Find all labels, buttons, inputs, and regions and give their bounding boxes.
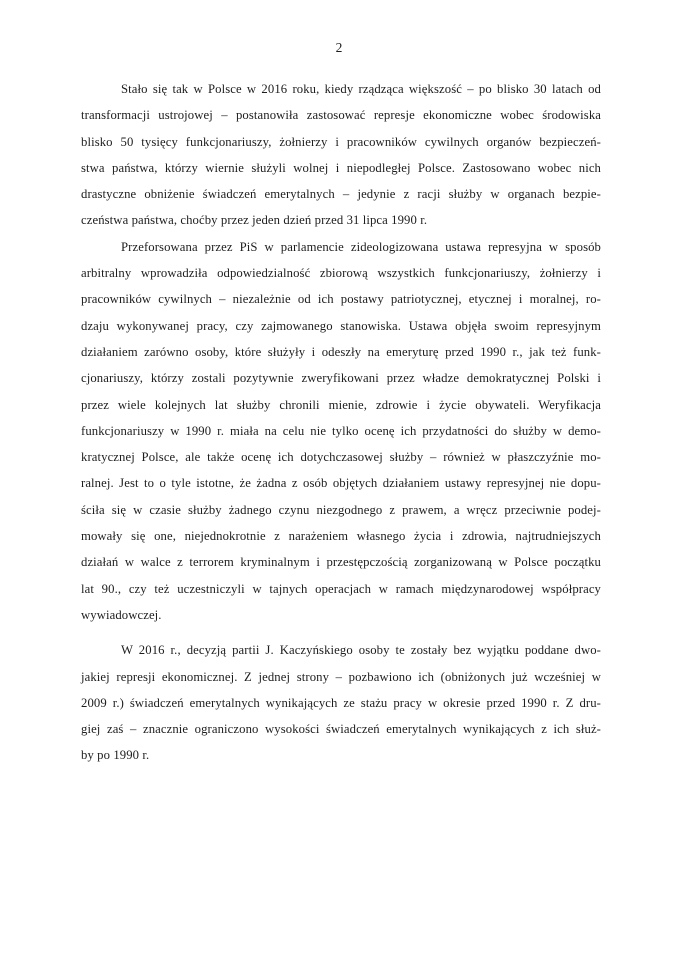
- text-line: jakiej represji ekonomicznej. Z jednej strony – pozbawiono ich (obniżonych już wcześniej w: [81, 669, 601, 684]
- text-line: ściła się w czasie służby żadnego czynu niezgodnego z prawem, a wręcz przeciwnie podej-: [81, 502, 601, 517]
- text-line: stwa państwa, którzy wiernie służyli wolnej i niepodległej Polsce. Zastosowano wobec nich: [81, 160, 601, 175]
- text-line: Przeforsowana przez PiS w parlamencie zideologizowana ustawa represyjna w sposób: [121, 239, 601, 254]
- text-line: drastyczne obniżenie świadczeń emerytalnych – jedynie z racji służby w organach bezpie-: [81, 187, 601, 202]
- text-line: mowały się one, niejednokrotnie z narażeniem własnego życia i zdrowia, najtrudniejszych: [81, 529, 601, 544]
- text-line: transformacji ustrojowej – postanowiła zastosować represje ekonomiczne wobec środowiska: [81, 108, 601, 123]
- text-line: działaniem zarówno osoby, które służyły i odeszły na emeryturę przed 1990 r., jak też funk-: [81, 344, 601, 359]
- text-line: arbitralny wprowadziła odpowiedzialność zbiorową wszystkich funkcjonariuszy, żołnierzy i: [81, 266, 601, 281]
- text-line: Stało się tak w Polsce w 2016 roku, kiedy rządząca większość – po blisko 30 latach od: [121, 82, 601, 96]
- text-line: przez wiele kolejnych lat służby chronili mienie, zdrowie i życie obywateli. Weryfikacja: [81, 397, 601, 412]
- text-line: dzaju wykonywanej pracy, czy zajmowanego stanowiska. Ustawa objęła swoim represyjnym: [81, 318, 601, 333]
- text-line: kratycznej Polsce, ale także ocenę ich dotychczasowej służby – również w płaszczyźnie mo-: [81, 450, 601, 465]
- paragraph-3: [81, 637, 601, 768]
- text-line: 2009 r.) świadczeń emerytalnych wynikających ze stażu pracy w okresie przed 1990 r. Z dru-: [81, 695, 601, 710]
- text-line: pracowników cywilnych – niezależnie od ich postawy patriotycznej, etycznej i moralnej, ro-: [81, 292, 601, 307]
- document-body: [81, 76, 601, 769]
- text-line: cjonariuszy, którzy zostali pozytywnie zweryfikowani przez władze demokratycznej Polski i: [81, 371, 601, 386]
- text-line: by po 1990 r.: [81, 748, 150, 763]
- page-number: 2: [335, 40, 343, 55]
- text-line: czeństwa państwa, choćby przez jeden dzień przed 31 lipca 1990 r.: [81, 213, 428, 228]
- text-line: W 2016 r., decyzją partii J. Kaczyńskiego osoby te zostały bez wyjątku poddane dwo-: [121, 643, 601, 658]
- text-line: ralnej. Jest to o tyle istotne, że żadna z osób objętych działaniem ustawy represyjnej nie dopu-: [81, 476, 601, 491]
- text-line: giej zaś – znacznie ograniczono wysokości świadczeń emerytalnych wynikających z ich służ-: [81, 722, 601, 737]
- text-line: działań w walce z terrorem kryminalnym i przestępczością zorganizowaną w Polsce początku: [81, 555, 601, 570]
- paragraph-1: [81, 76, 601, 234]
- text-line: lat 90., czy też uczestniczyli w tajnych operacjach w ramach międzynarodowej współpracy: [81, 581, 601, 596]
- text-line: blisko 50 tysięcy funkcjonariuszy, żołnierzy i pracowników cywilnych organów bezpieczeń-: [81, 134, 601, 149]
- text-line: wywiadowczej.: [81, 607, 162, 622]
- paragraph-2: [81, 234, 601, 628]
- text-line: funkcjonariuszy w 1990 r. miała na celu nie tylko ocenę ich przydatności do służby w demo-: [81, 423, 601, 438]
